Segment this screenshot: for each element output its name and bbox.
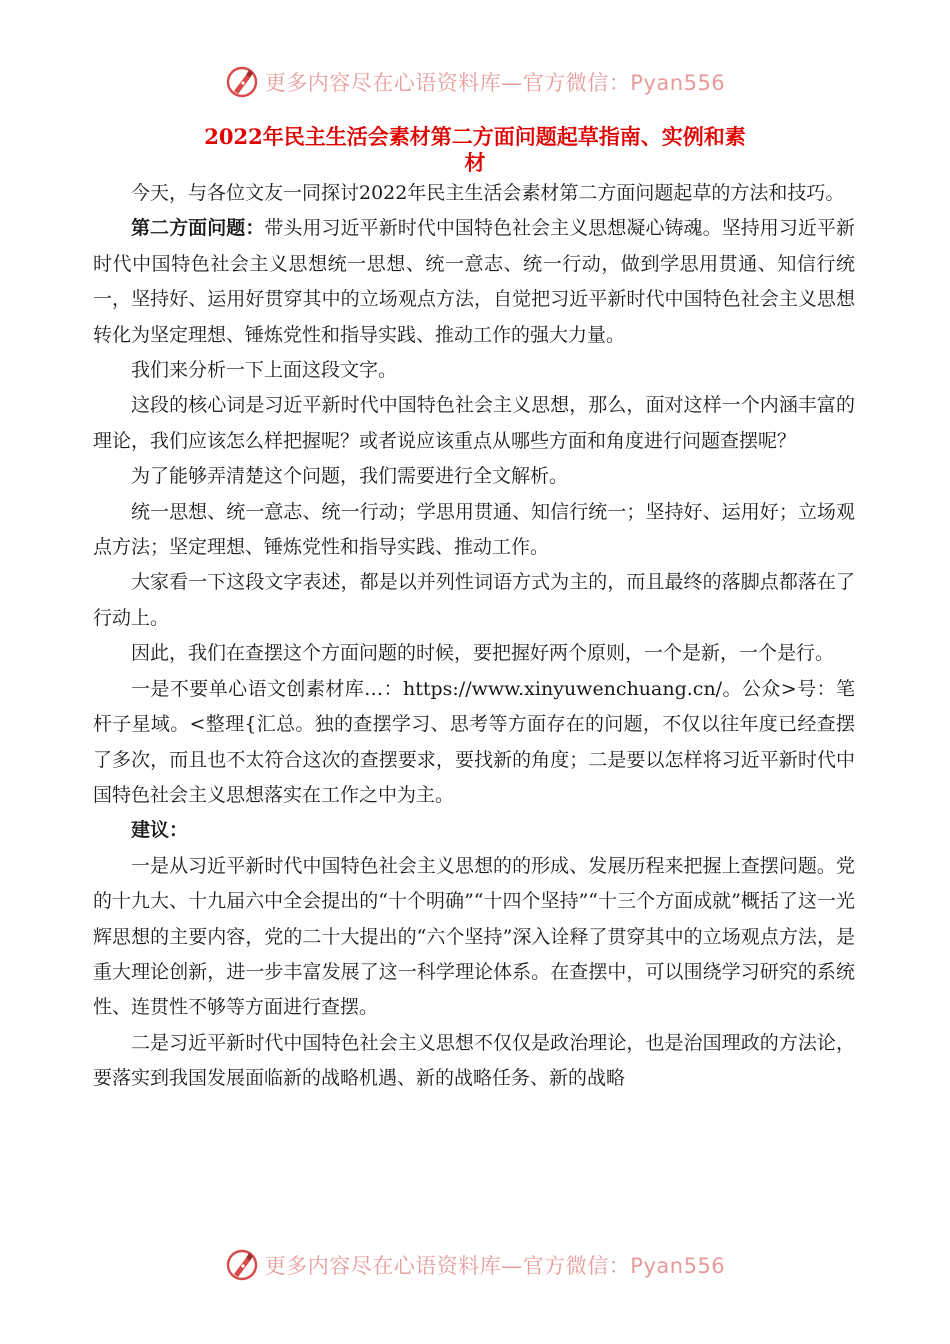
document-body <box>93 176 855 1097</box>
paragraph-aspect-two: 第二方面问题：带头用习近平新时代中国特色社会主义思想凝心铸魂。坚持用习近平新时代中国特色社会主义思想统一思想、统一意志、统一行动，做到学思用贯通、知信行统一，坚持好、运用好贯穿其中的立场观点方法，自觉把习近平新时代中国特色社会主义思想转化为坚定理想、锤炼党性和指导实践、推动工作的强大力量。 <box>93 217 855 346</box>
pen-nib-logo-icon <box>225 1248 259 1282</box>
paragraph-principles: 因此，我们在查摆这个方面问题的时候，要把握好两个原则，一个是新，一个是行。 <box>131 642 835 665</box>
paragraph-suggestion-one: 一是从习近平新时代中国特色社会主义思想的的形成、发展历程来把握上查摆问题。党的十九大、十九届六中全会提出的“十个明确”“十四个坚持”“十三个方面成就”概括了这一光辉思想的主要内容，党的二十大提出的“六个坚持”深入诠释了贯穿其中的立场观点方法，是重大理论创新，进一步丰富发展了这一科学理论体系。在查摆中，可以围绕学习研究的系统性、连贯性不够等方面进行查摆。 <box>93 854 855 1019</box>
document-title <box>100 124 850 176</box>
title-line-2: 材 <box>464 150 486 175</box>
title-line-1: 2022年民主生活会素材第二方面问题起草指南、实例和素 <box>204 124 746 149</box>
paragraph-lead-bold: 建议： <box>131 819 189 842</box>
paragraph-keywords: 统一思想、统一意志、统一行动；学思用贯通、知信行统一；坚持好、运用好；立场观点方法；坚定理想、锤炼党性和指导实践、推动工作。 <box>93 500 855 559</box>
footer-banner-text: 更多内容尽在心语资料库—官方微信：Pyan556 <box>264 1254 726 1278</box>
paragraph-core-word: 这段的核心词是习近平新时代中国特色社会主义思想，那么，面对这样一个内涵丰富的理论，我们应该怎么样把握呢？或者说应该重点从哪些方面和角度进行问题查摆呢？ <box>93 394 855 452</box>
paragraph-observation: 大家看一下这段文字表述，都是以并列性词语方式为主的，而且最终的落脚点都落在了行动上。 <box>93 571 855 629</box>
paragraph-suggestions-heading <box>93 813 855 848</box>
footer-banner <box>0 1245 950 1285</box>
paragraph-full-parse: 为了能够弄清楚这个问题，我们需要进行全文解析。 <box>131 465 569 488</box>
paragraph-intro: 今天，与各位文友一同探讨2022年民主生活会素材第二方面问题起草的方法和技巧。 <box>131 182 845 204</box>
paragraph-point-one: 一是不要单心语文创素材库…：https://www.xinyuwenchuang.cn/。公众>号：笔杆子星域。<整理{汇总。独的查摆学习、思考等方面存在的问题，不仅以往年度已经查摆了多次，而且也不太符合这次的查摆要求，要找新的角度；二是要以怎样将习近平新时代中国特色社会主义思想落实在工作之中为主。 <box>93 677 855 806</box>
pen-nib-logo-icon <box>225 65 259 99</box>
paragraph-suggestion-two: 二是习近平新时代中国特色社会主义思想不仅仅是政治理论，也是治国理政的方法论，要落实到我国发展面临新的战略机遇、新的战略任务、新的战略 <box>93 1031 855 1090</box>
header-banner <box>0 62 950 102</box>
header-banner-text: 更多内容尽在心语资料库—官方微信：Pyan556 <box>264 71 726 95</box>
paragraph-analysis: 我们来分析一下上面这段文字。 <box>131 359 398 382</box>
paragraph-lead-bold: 第二方面问题： <box>131 217 265 240</box>
